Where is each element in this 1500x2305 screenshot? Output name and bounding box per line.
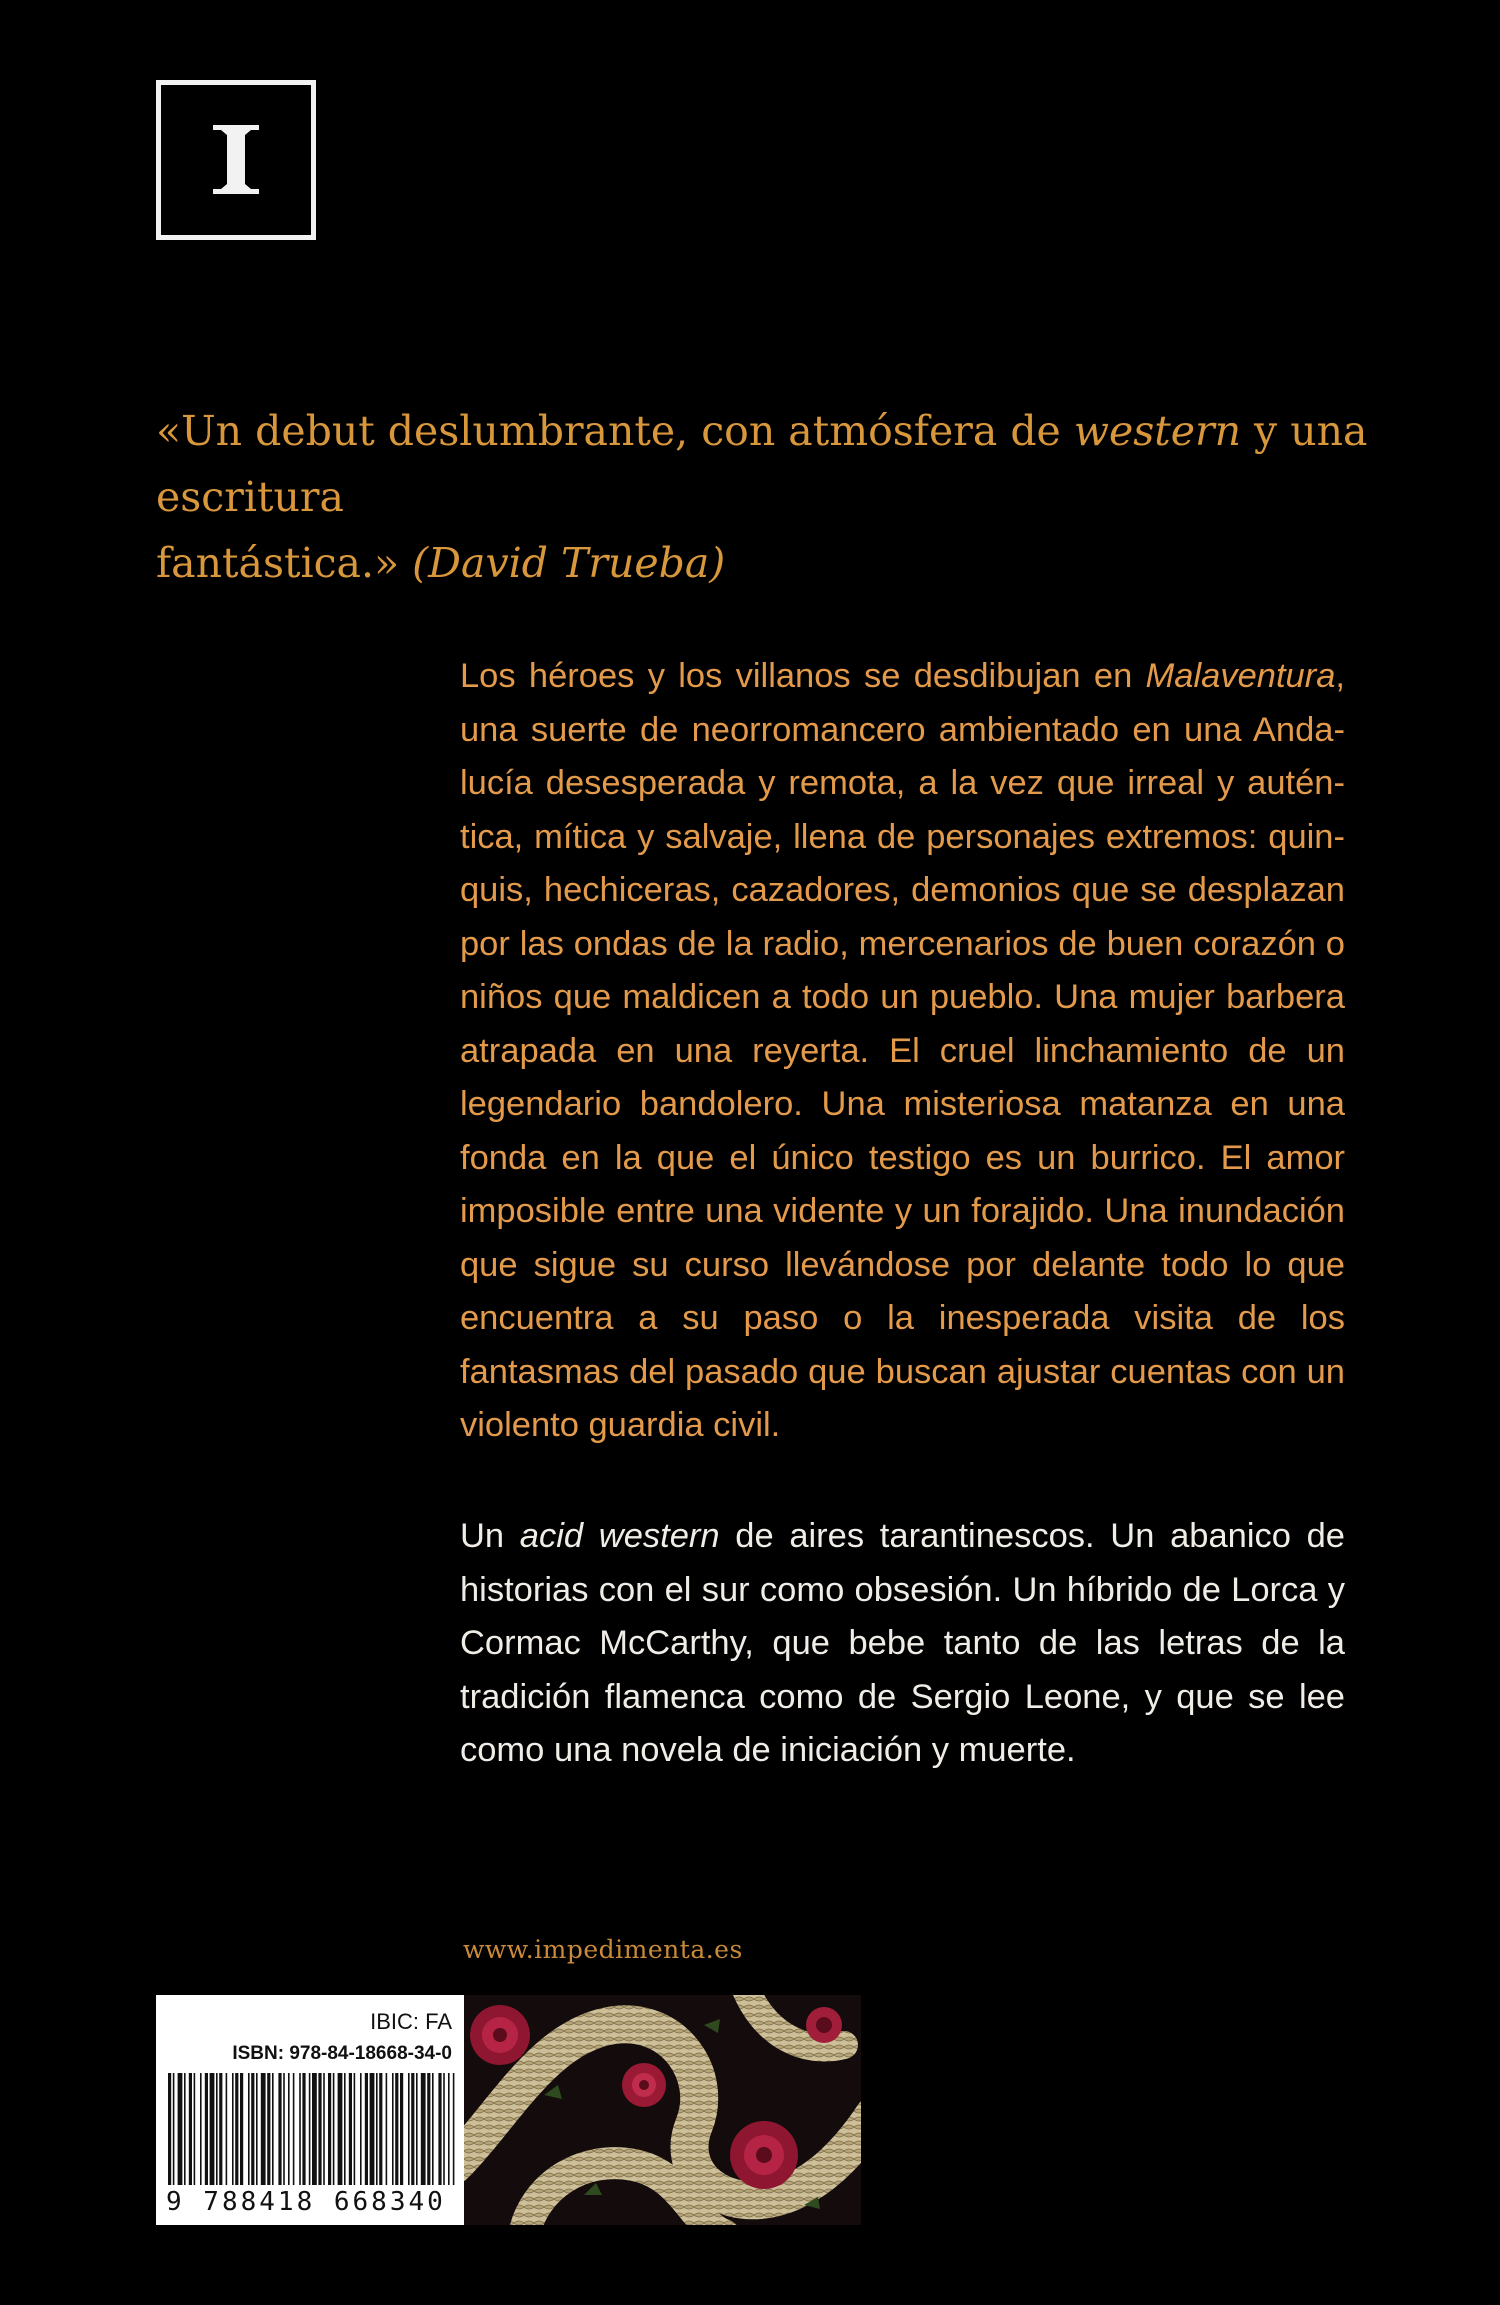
barcode-bar xyxy=(309,2073,311,2185)
barcode-bar xyxy=(235,2073,238,2185)
barcode-bar xyxy=(200,2073,202,2185)
barcode-bar xyxy=(272,2073,274,2185)
barcode-bar xyxy=(278,2073,281,2185)
barcode-bar xyxy=(386,2073,388,2185)
isbn-number: ISBN: 978-84-18668-34-0 xyxy=(232,2043,452,2064)
barcode-bar xyxy=(312,2073,317,2185)
barcode-bar xyxy=(443,2073,445,2185)
logo-letter-glyph xyxy=(161,85,311,235)
barcode-bar xyxy=(370,2073,375,2185)
synopsis-paragraph: Los héroes y los villanos se desdibujan en Malaventura, una suerte de neorromancero ambientado en una Andalucía desesperada y remota, a la vez que irreal y auténtica, mítica y salvaje, llena de personajes extremos: quinquis, hechiceras, cazadores, demonios que se desplazan por las ondas de la radio, mercenarios de buen corazón o niños que maldicen a todo un pueblo. Una mujer barbera atrapada en una reyerta. El cruel linchamiento de un legendario bandolero. Una misteriosa matanza en una fonda en la que el único testigo es un burrico. El amor imposible entre una vidente y un forajido. Una inundación que sigue su curso llevándose por delante todo lo que encuentra a su paso o la inesperada visita de los fantasmas del pasado que buscan ajustar cuentas con un violento guardia civil. xyxy=(460,657,1345,1444)
barcode-bar xyxy=(194,2073,196,2185)
barcode-bar xyxy=(392,2073,394,2185)
barcode-bar xyxy=(173,2073,175,2185)
rose-1 xyxy=(470,2005,530,2065)
barcode-bar xyxy=(421,2073,426,2185)
cover-artwork-snakes-roses xyxy=(464,1995,861,2225)
barcode-bar xyxy=(299,2073,301,2185)
barcode-bar xyxy=(453,2073,455,2185)
barcode-bar xyxy=(400,2073,403,2185)
barcode-bar xyxy=(333,2073,335,2185)
barcode-bar xyxy=(411,2073,414,2185)
barcode-bar xyxy=(178,2073,183,2185)
barcode-bar xyxy=(283,2073,285,2185)
barcode-bar xyxy=(379,2073,382,2185)
barcode-bar xyxy=(427,2073,430,2185)
review-quote: «Un debut deslumbrante, con atmósfera de western y una escritura fantástica.» (David Trueba) xyxy=(156,407,1368,587)
barcode-bar xyxy=(219,2073,222,2185)
barcode-bar xyxy=(349,2073,352,2185)
barcode-bar xyxy=(261,2073,266,2185)
barcode-bar xyxy=(318,2073,321,2185)
barcode-bars xyxy=(166,2073,456,2185)
barcode-bar xyxy=(205,2073,208,2185)
barcode-bar xyxy=(395,2073,398,2185)
barcode-bar xyxy=(210,2073,215,2185)
barcode-bar xyxy=(344,2073,346,2185)
barcode-bar xyxy=(189,2073,192,2185)
barcode-bar xyxy=(438,2073,441,2185)
ibic-code: IBIC: FA xyxy=(370,2009,452,2034)
ean-digits: 9 788418 668340 xyxy=(166,2187,446,2217)
barcode-bar xyxy=(376,2073,378,2185)
barcode-bar xyxy=(338,2073,343,2185)
barcode-bar xyxy=(328,2073,331,2185)
barcode-bar xyxy=(354,2073,356,2185)
barcode-bar xyxy=(360,2073,362,2185)
barcode-bar xyxy=(232,2073,234,2185)
barcode-bar xyxy=(293,2073,295,2185)
barcode-panel xyxy=(156,1995,861,2225)
barcode-bar xyxy=(448,2073,450,2185)
barcode-bar xyxy=(432,2073,434,2185)
barcode-bar xyxy=(256,2073,258,2185)
barcode-bar xyxy=(302,2073,305,2185)
barcode-bar xyxy=(216,2073,218,2185)
barcode-bar xyxy=(365,2073,368,2185)
barcode-bar xyxy=(251,2073,254,2185)
barcode-bar xyxy=(323,2073,325,2185)
publisher-website: www.impedimenta.es xyxy=(463,1935,743,1964)
barcode-bar xyxy=(226,2073,228,2185)
barcode-bar xyxy=(416,2073,418,2185)
barcode-bar xyxy=(168,2073,171,2185)
barcode-bar xyxy=(248,2073,250,2185)
barcode-bar xyxy=(267,2073,270,2185)
barcode-bar xyxy=(408,2073,410,2185)
barcode-label xyxy=(156,1995,464,2225)
description-paragraph: Un acid western de aires tarantinescos. Un abanico de historias con el sur como obsesión. Un híbrido de Lorca y Cormac McCarthy, que bebe tanto de las letras de la tradición flamenca como de Sergio Leone, y que se lee como una novela de iniciación y muerte. xyxy=(460,1517,1345,1769)
publisher-logo xyxy=(156,80,316,240)
barcode-bar xyxy=(240,2073,243,2185)
barcode-bar xyxy=(288,2073,290,2185)
barcode-bar xyxy=(184,2073,186,2185)
